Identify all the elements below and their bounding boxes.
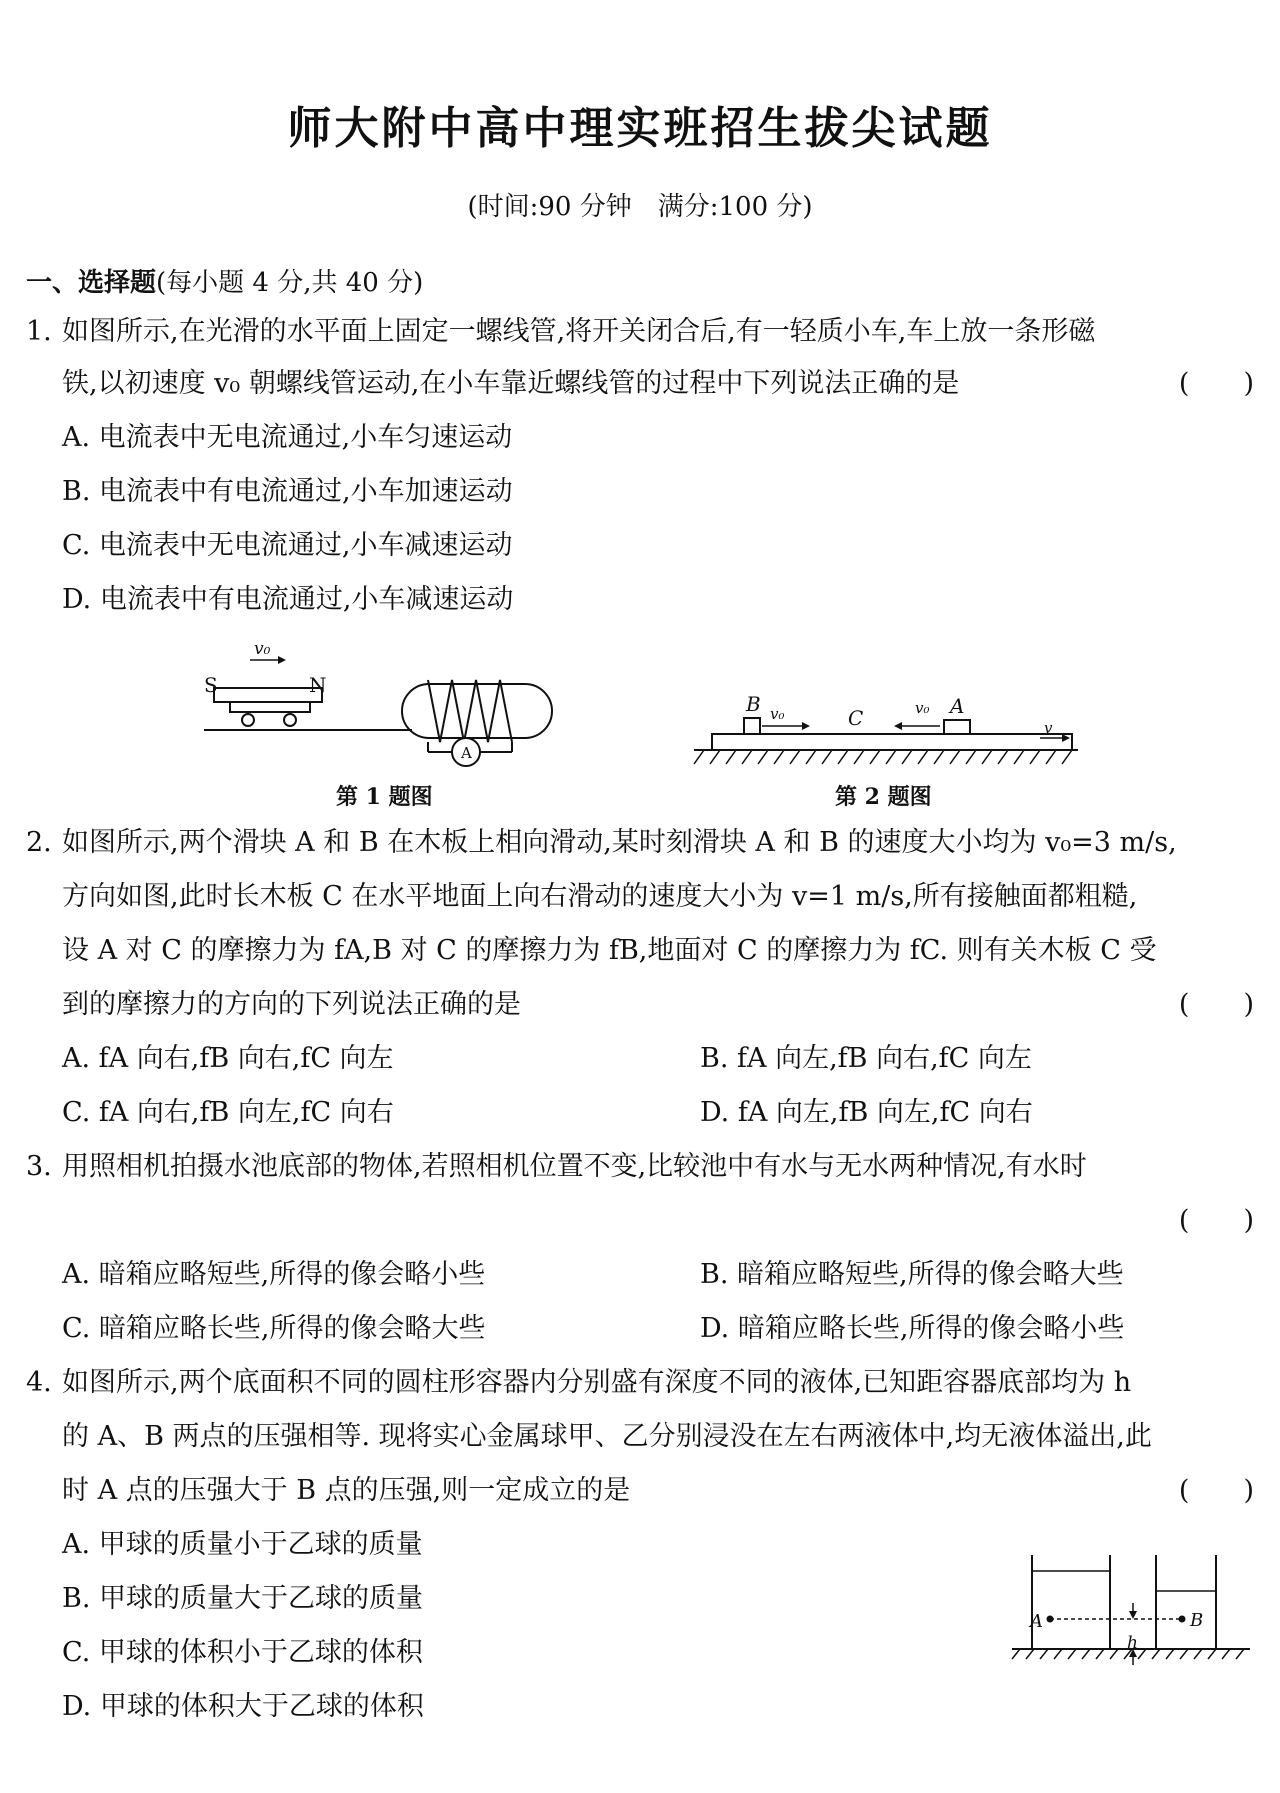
question-2-option-c: C. fA 向右,fB 向左,fC 向右 [62, 1097, 394, 1128]
figure-1-diagram [190, 640, 570, 770]
question-4-number: 4. [26, 1367, 52, 1398]
question-3-answer-blank: ( ) [1178, 1205, 1254, 1236]
question-1-answer-blank: ( ) [1178, 368, 1254, 399]
question-3-line-1: 用照相机拍摄水池底部的物体,若照相机位置不变,比较池中有水与无水两种情况,有水时 [62, 1151, 1087, 1182]
question-4-line-1: 如图所示,两个底面积不同的圆柱形容器内分别盛有深度不同的液体,已知距容器底部均为 h [62, 1367, 1132, 1398]
figure-1-magnet-n: N [309, 673, 327, 697]
question-3-option-d: D. 暗箱应略长些,所得的像会略小些 [700, 1313, 1125, 1344]
figure-4-height-label: h [1127, 1633, 1138, 1653]
question-2-line-2: 方向如图,此时长木板 C 在水平地面上向右滑动的速度大小为 v=1 m/s,所有接触面都粗糙, [62, 881, 1138, 912]
question-2-option-d: D. fA 向左,fB 向左,fC 向右 [700, 1097, 1033, 1128]
question-4-line-3: 时 A 点的压强大于 B 点的压强,则一定成立的是 [62, 1475, 631, 1506]
question-2-line-1: 如图所示,两个滑块 A 和 B 在木板上相向滑动,某时刻滑块 A 和 B 的速度大小均为 v₀=3 m/s, [62, 827, 1177, 858]
figure-1-ammeter-label: A [461, 744, 472, 762]
question-4-answer-blank: ( ) [1178, 1475, 1254, 1506]
question-1-option-b: B. 电流表中有电流通过,小车加速运动 [62, 476, 513, 507]
question-4-line-2: 的 A、B 两点的压强相等. 现将实心金属球甲、乙分别浸没在左右两液体中,均无液体溢出,此 [62, 1421, 1152, 1452]
figure-2-block-a: A [950, 694, 965, 718]
figure-2-board-c: C [848, 706, 864, 730]
figure-1-magnet-s: S [204, 673, 218, 697]
section-label: 一、选择题 [26, 268, 157, 298]
question-1-line-2: 铁,以初速度 v₀ 朝螺线管运动,在小车靠近螺线管的过程中下列说法正确的是 [62, 368, 960, 399]
figure-2-v0-a: v₀ [915, 699, 930, 717]
question-1-option-d: D. 电流表中有电流通过,小车减速运动 [62, 584, 514, 615]
question-2-option-b: B. fA 向左,fB 向右,fC 向左 [700, 1043, 1032, 1074]
figure-2-caption: 第 2 题图 [835, 784, 932, 810]
figure-4-point-b: B [1190, 1610, 1204, 1631]
question-1-option-a: A. 电流表中无电流通过,小车匀速运动 [62, 422, 513, 453]
question-4-option-c: C. 甲球的体积小于乙球的体积 [62, 1637, 423, 1668]
question-2-number: 2. [26, 827, 52, 858]
question-4-option-a: A. 甲球的质量小于乙球的质量 [62, 1529, 423, 1560]
section-note: (每小题 4 分,共 40 分) [156, 268, 424, 298]
question-1-number: 1. [26, 316, 52, 347]
section-heading [26, 262, 423, 299]
figure-2-v0-b: v₀ [770, 705, 785, 723]
question-4-option-d: D. 甲球的体积大于乙球的体积 [62, 1691, 424, 1722]
figure-1-caption: 第 1 题图 [336, 784, 433, 810]
question-3-number: 3. [26, 1151, 52, 1182]
question-2-answer-blank: ( ) [1178, 989, 1254, 1020]
question-4-option-b: B. 甲球的质量大于乙球的质量 [62, 1583, 424, 1614]
figure-1-velocity-label: v₀ [254, 639, 271, 659]
question-1-option-c: C. 电流表中无电流通过,小车减速运动 [62, 530, 513, 561]
question-1-line-1: 如图所示,在光滑的水平面上固定一螺线管,将开关闭合后,有一轻质小车,车上放一条形磁 [62, 316, 1096, 347]
question-2-line-4: 到的摩擦力的方向的下列说法正确的是 [62, 989, 521, 1020]
question-3-option-b: B. 暗箱应略短些,所得的像会略大些 [700, 1259, 1124, 1290]
exam-info: (时间:90 分钟 满分:100 分) [467, 192, 813, 222]
question-3-option-c: C. 暗箱应略长些,所得的像会略大些 [62, 1313, 486, 1344]
question-2-line-3: 设 A 对 C 的摩擦力为 fA,B 对 C 的摩擦力为 fB,地面对 C 的摩擦力为 fC. 则有关木板 C 受 [62, 935, 1157, 966]
figure-2-v: v [1044, 719, 1053, 737]
figure-2-block-b: B [746, 692, 761, 716]
figure-4-point-a: A [1030, 1611, 1043, 1632]
question-3-option-a: A. 暗箱应略短些,所得的像会略小些 [62, 1259, 486, 1290]
question-2-option-a: A. fA 向右,fB 向右,fC 向左 [62, 1043, 394, 1074]
page-title: 师大附中高中理实班招生拔尖试题 [287, 103, 993, 154]
